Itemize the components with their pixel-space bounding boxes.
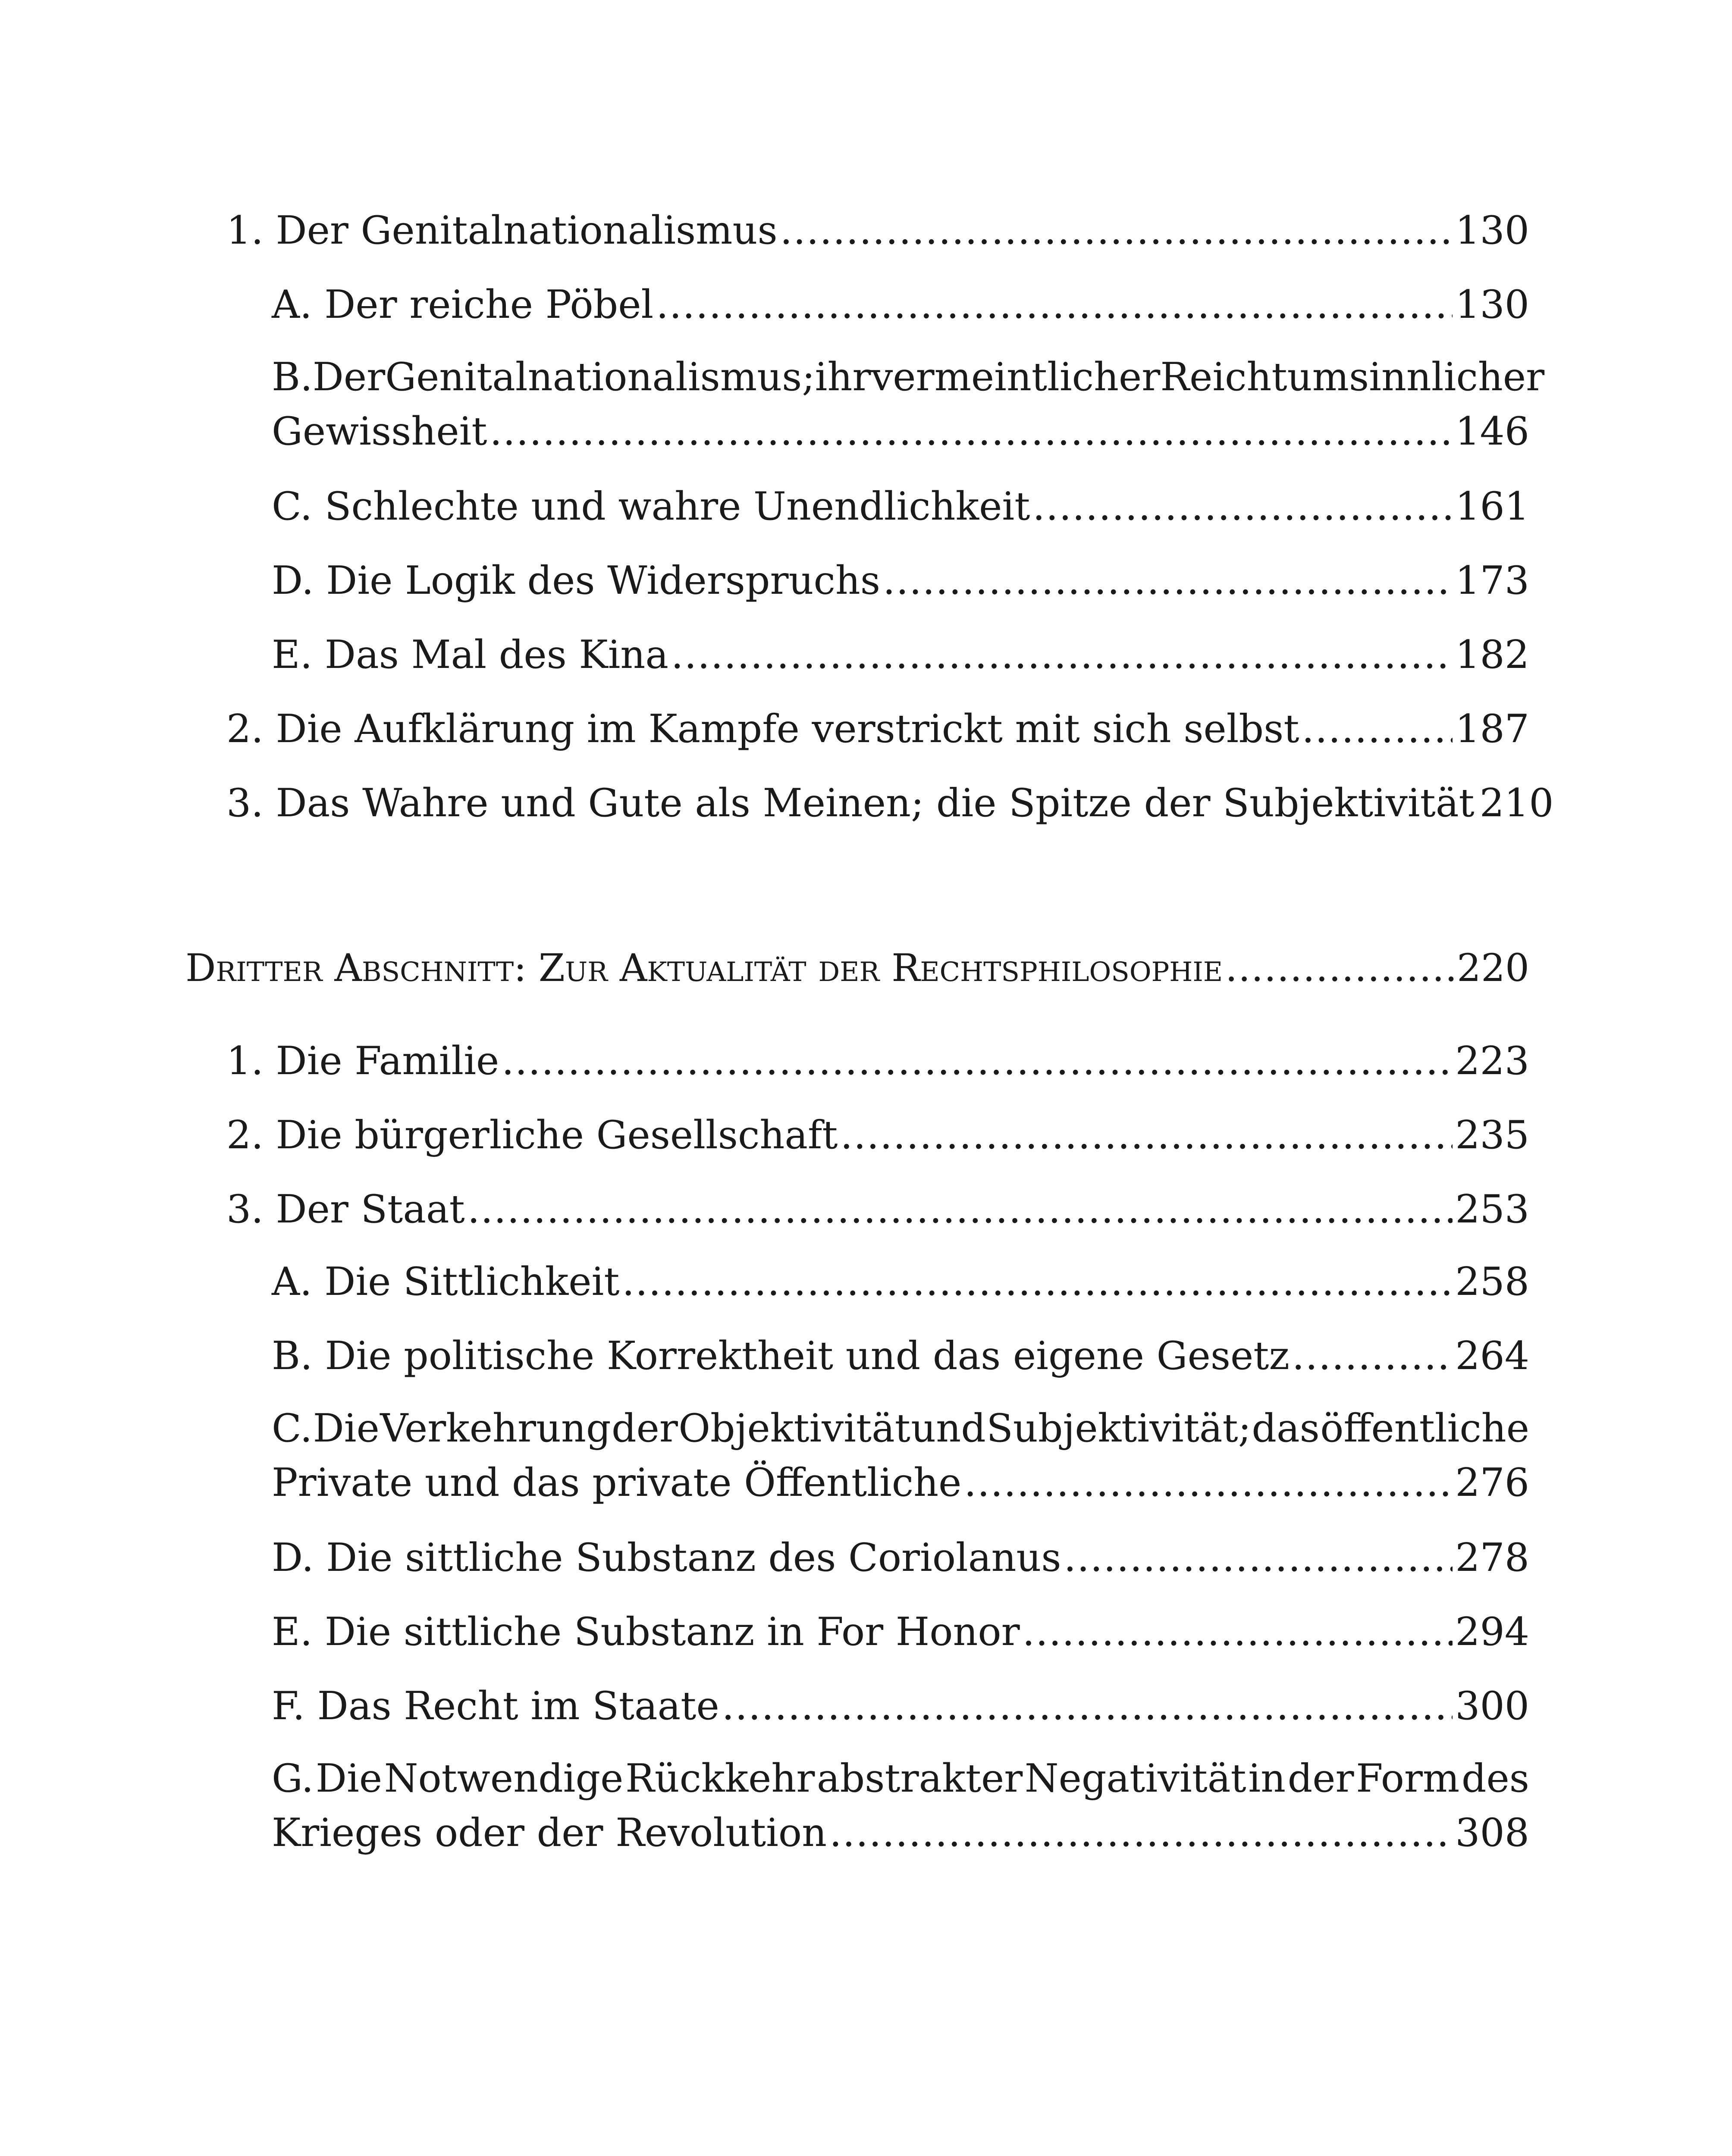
toc-page-number: 210 <box>1479 780 1554 826</box>
toc-entry-title: A. Der reiche Pöbel <box>272 282 654 327</box>
toc-entry <box>272 1752 1529 1860</box>
dot-leader <box>722 1679 1453 1733</box>
dot-leader <box>490 404 1453 459</box>
dot-leader <box>468 1182 1453 1237</box>
toc-page-number: 264 <box>1455 1333 1529 1379</box>
toc-entry-title: D. Die Logik des Widerspruchs <box>272 558 881 603</box>
toc-page-number: 130 <box>1455 208 1529 253</box>
dot-leader <box>656 278 1453 332</box>
dot-leader <box>1302 702 1453 756</box>
toc-entry <box>272 1679 1529 1733</box>
toc-entry <box>226 702 1529 756</box>
dot-leader <box>671 628 1453 682</box>
toc-page-number: 173 <box>1455 558 1529 603</box>
toc-entry <box>272 1329 1529 1383</box>
toc-page-number: 308 <box>1455 1810 1529 1855</box>
toc-section-heading <box>185 941 1529 995</box>
dot-leader <box>883 554 1453 608</box>
dot-leader <box>1032 479 1453 534</box>
toc-entry-title: 1. Der Genitalnationalismus <box>226 208 778 253</box>
toc-page-number: 276 <box>1455 1460 1529 1505</box>
toc-entry-title: 1. Die Familie <box>226 1038 499 1084</box>
toc-page-number: 253 <box>1455 1187 1529 1232</box>
toc-entry <box>226 1182 1529 1237</box>
toc-entry <box>272 1605 1529 1659</box>
dot-leader <box>964 1456 1453 1510</box>
toc-entry-title: D. Die sittliche Substanz des Coriolanus <box>272 1535 1061 1580</box>
toc-entry <box>272 1255 1529 1309</box>
toc-entry-title: C. Schlechte und wahre Unendlichkeit <box>272 484 1030 529</box>
toc-page-number: 235 <box>1455 1112 1529 1158</box>
toc-page-number: 161 <box>1455 484 1529 529</box>
toc-entry-title: Gewissheit <box>272 409 487 454</box>
toc-page-number: 182 <box>1455 632 1529 677</box>
toc-entry-title: 2. Die bürgerliche Gesellschaft <box>226 1112 838 1158</box>
toc-entry <box>226 1034 1529 1088</box>
toc-entry-title: E. Das Mal des Kina <box>272 632 669 677</box>
toc-page-number: 300 <box>1455 1683 1529 1729</box>
toc-entry <box>226 1108 1529 1163</box>
toc-entry-title: 2. Die Aufklärung im Kampfe verstrickt mit sich selbst <box>226 706 1299 752</box>
toc-page-number: 258 <box>1455 1259 1529 1304</box>
toc-entry-title: E. Die sittliche Substanz in For Honor <box>272 1609 1020 1655</box>
toc-entry <box>226 776 1554 830</box>
toc-entry-title: Private und das private Öffentliche <box>272 1460 962 1505</box>
toc-entry-title-line: C. Die Verkehrung der Objektivität und Subjektivität; das öffentliche <box>272 1406 1529 1451</box>
toc-entry-title: 3. Das Wahre und Gute als Meinen; die Spitze der Subjektivität <box>226 780 1475 826</box>
toc-section-title: Dritter Abschnitt: Zur Aktualität der Rechtsphilosophie <box>185 946 1223 990</box>
toc-entry <box>272 1531 1529 1585</box>
dot-leader <box>840 1108 1453 1163</box>
dot-leader <box>1064 1531 1453 1585</box>
dot-leader <box>1225 941 1454 995</box>
toc-page-number: 223 <box>1455 1038 1529 1084</box>
toc-entry <box>272 1401 1529 1510</box>
toc-entry <box>272 350 1545 459</box>
toc-entry-title-line: B. Der Genitalnationalismus; ihr vermeintlicher Reichtum sinnlicher <box>272 354 1545 400</box>
toc-entry <box>272 479 1529 534</box>
toc-entry-title: A. Die Sittlichkeit <box>272 1259 620 1304</box>
toc-entry-title: F. Das Recht im Staate <box>272 1683 719 1729</box>
toc-entry <box>272 554 1529 608</box>
toc-page-number: 146 <box>1455 409 1529 454</box>
toc-page-number: 130 <box>1455 282 1529 327</box>
toc-page-number: 294 <box>1455 1609 1529 1655</box>
toc-entry-title: B. Die politische Korrektheit und das eigene Gesetz <box>272 1333 1290 1379</box>
dot-leader <box>829 1806 1453 1860</box>
dot-leader <box>622 1255 1453 1309</box>
toc-page-number: 220 <box>1457 946 1529 990</box>
dot-leader <box>780 204 1453 258</box>
dot-leader <box>502 1034 1453 1088</box>
toc-entry <box>226 204 1529 258</box>
toc-entry-title: Krieges oder der Revolution <box>272 1810 827 1855</box>
toc-entry <box>272 628 1529 682</box>
toc-entry <box>272 278 1529 332</box>
dot-leader <box>1292 1329 1453 1383</box>
toc-page-number: 278 <box>1455 1535 1529 1580</box>
dot-leader <box>1023 1605 1453 1659</box>
toc-page-number: 187 <box>1455 706 1529 752</box>
toc-entry-title-line: G. Die Notwendige Rückkehr abstrakter Negativität in der Form des <box>272 1756 1529 1801</box>
toc-entry-title: 3. Der Staat <box>226 1187 465 1232</box>
